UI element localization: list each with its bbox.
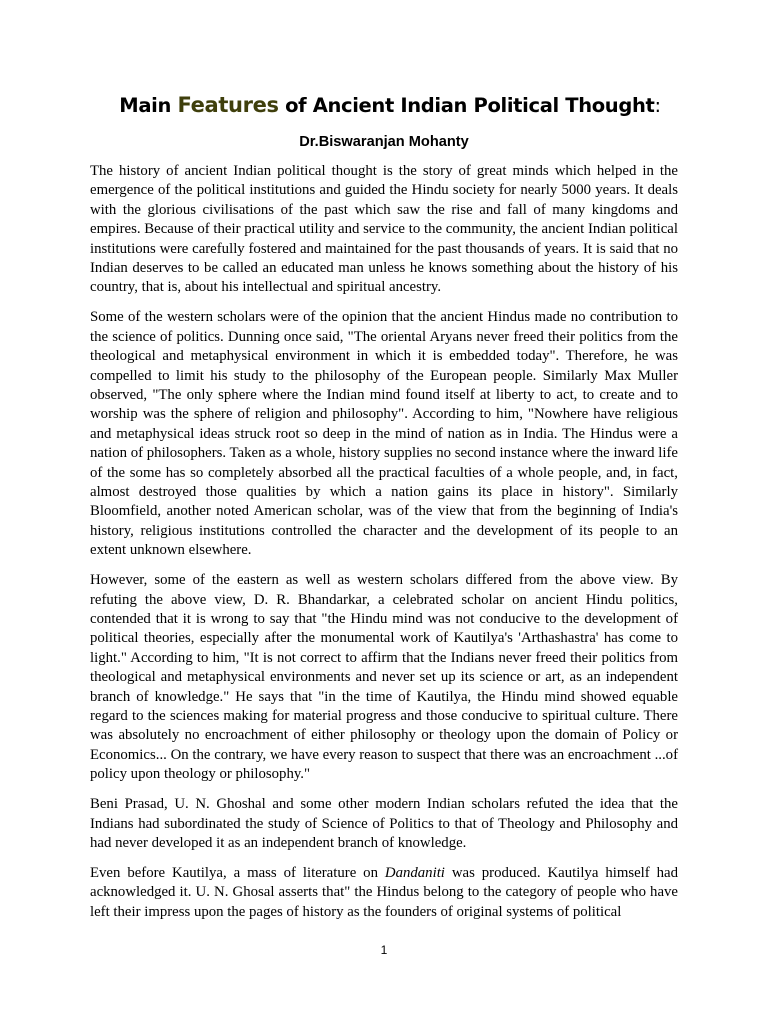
- paragraph-5-end: was produced. Kautilya himself had acknowledged it. U. N. Ghosal asserts that" the Hindus belong to the category of people who have left their impress upon the pages of history as the founders of original systems of political: [90, 864, 678, 920]
- paragraph-1: The history of ancient Indian political thought is the story of great minds which helped in the emergence of the political institutions and guided the Hindu society for nearly 5000 years. It deals with the glorious civilisations of the past which saw the rise and fall of many kingdoms and empires. Because of their practical utility and service to the community, the ancient Indian political institutions were carefully fostered and maintained for the past thousands of years. It is said that no Indian deserves to be called an educated man unless he knows something about the history of his country, that is, about his intellectual and spiritual ancestry.: [90, 163, 678, 296]
- paragraph-3: However, some of the eastern as well as western scholars differed from the above view. By refuting the above view, D. R. Bhandarkar, a celebrated scholar on ancient Hindu politics, contended that it is wrong to say that "the Hindu mind was not conducive to the development of political theories, especially after the monumental work of Kautilya's 'Arthashastra' has come to light." According to him, "It is not correct to affirm that the Indians never freed their politics from theological and metaphysical environments and never set up its science or art, as an independent branch of knowledge." He says that "in the time of Kautilya, the Hindu mind showed equable regard to the sciences making for material progress and those conducive to spiritual culture. There was absolutely no encroachment of either philosophy or theology upon the domain of Policy or Economics... On the contrary, we have every reason to suspect that there was an encroachment ...of policy upon theology or philosophy.": [90, 572, 678, 783]
- title-highlight: Features: [177, 93, 279, 117]
- paragraph-5-italic-term: Dandaniti: [384, 864, 445, 881]
- title-colon: :: [654, 94, 661, 117]
- document-body: [90, 162, 678, 933]
- paragraph-5: [90, 864, 678, 922]
- document-title: [0, 93, 768, 117]
- paragraph-5-start: Even before Kautilya, a mass of literature on: [90, 864, 385, 881]
- page-number: 1: [380, 943, 388, 957]
- paragraph-4: Beni Prasad, U. N. Ghoshal and some other modern Indian scholars refuted the idea that the Indians had subordinated the study of Science of Politics to that of Theology and Philosophy and had never developed it as an independent branch of knowledge.: [90, 796, 678, 851]
- author-name: Dr.Biswaranjan Mohanty: [299, 134, 469, 150]
- title-part-1: Main: [119, 94, 178, 117]
- title-part-2: of Ancient Indian Political Thought: [278, 94, 655, 117]
- paragraph-2: Some of the western scholars were of the opinion that the ancient Hindus made no contribution to the science of politics. Dunning once said, "The oriental Aryans never freed their politics from the theological and metaphysical environment in which it is embedded today". Therefore, he was compelled to limit his study to the philosophy of the European people. Similarly Max Muller observed, "The only sphere where the Indian mind found itself at liberty to act, to create and to worship was the sphere of religion and philosophy". According to him, "Nowhere have religious and metaphysical ideas struck root so deep in the mind of nation as in India. The Hindus were a nation of philosophers. Taken as a whole, history supplies no second instance where the inward life of the some has so completely absorbed all the practical faculties of a whole people, and, in fact, almost destroyed those qualities by which a nation gains its place in history". Similarly Bloomfield, another noted American scholar, was of the view that from the beginning of India's history, religious institutions controlled the character and the development of its people to an extent unknown elsewhere.: [90, 309, 678, 559]
